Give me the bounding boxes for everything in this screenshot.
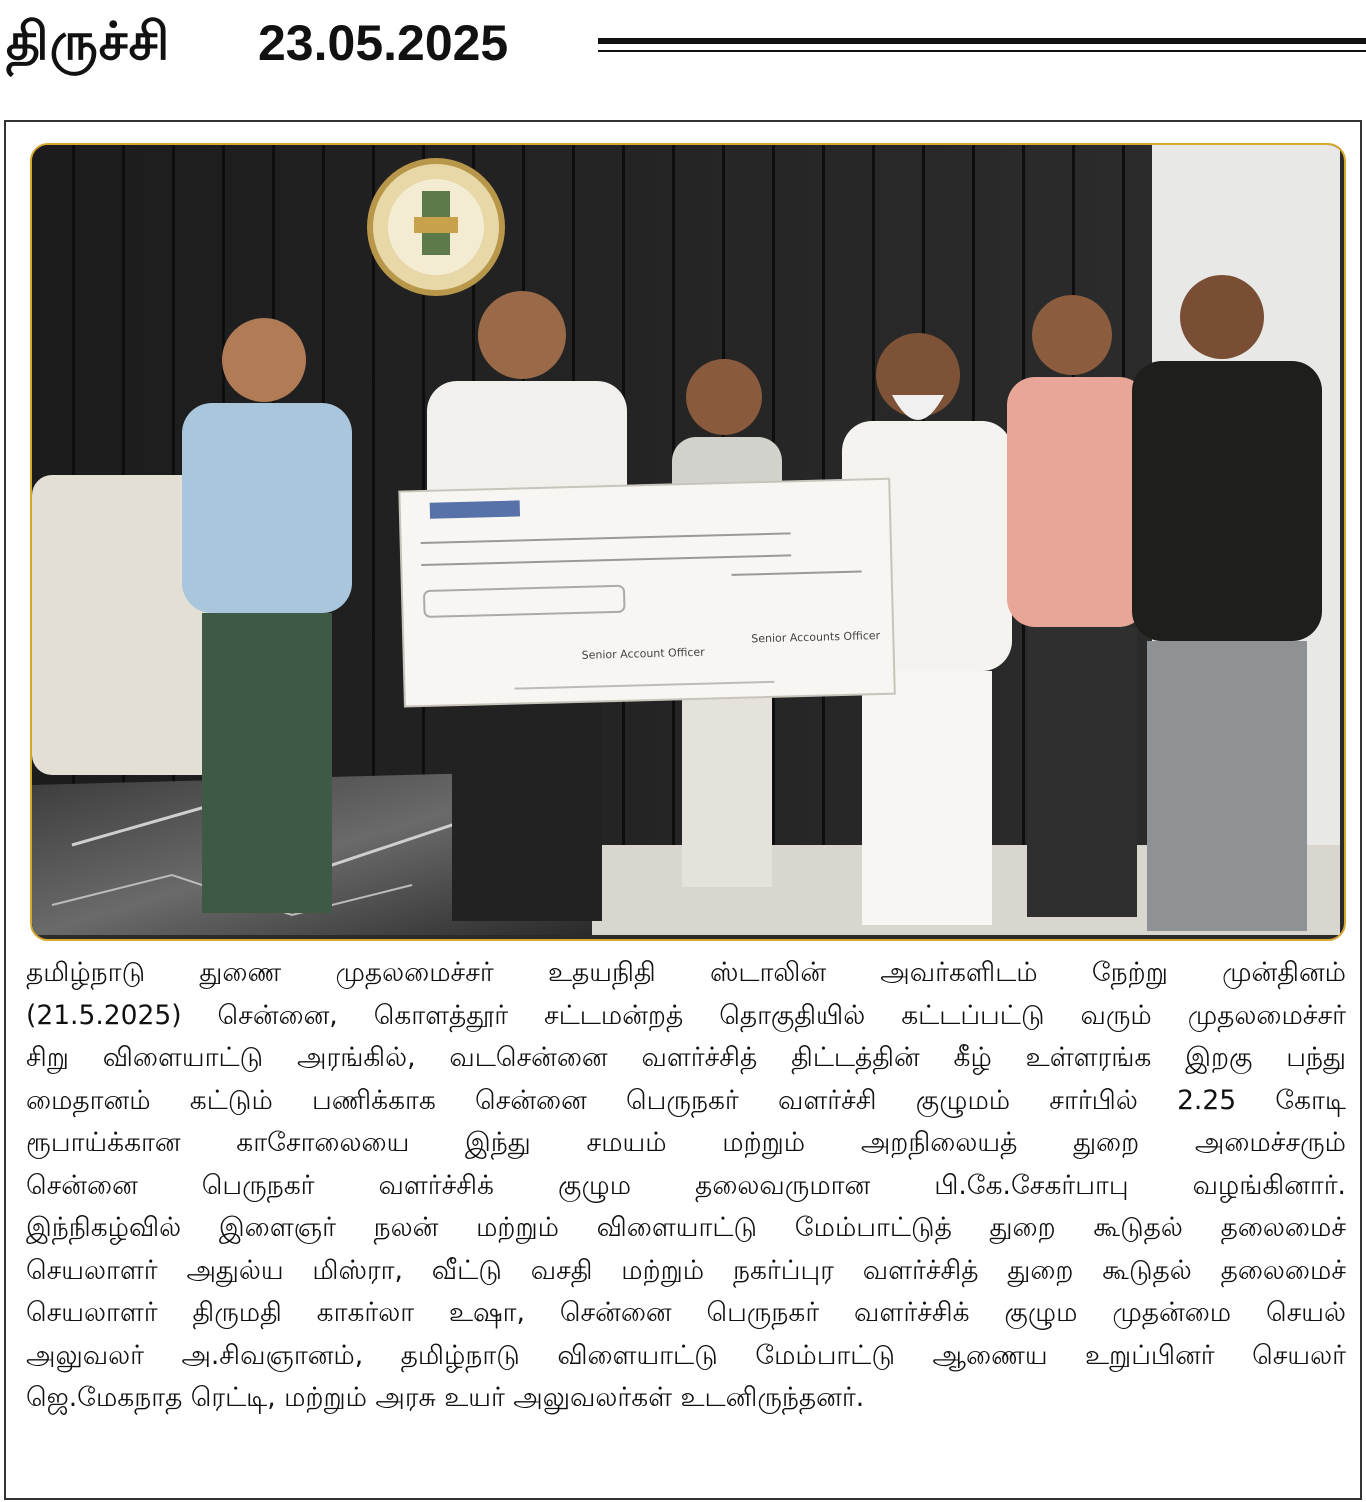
article-line: (21.5.2025) சென்னை, கொளத்தூர் சட்டமன்றத் தொகுதியில் கட்டப்பட்டு வரும் முதலமைச்சர் xyxy=(26,999,1346,1031)
news-article xyxy=(4,120,1362,1500)
person-1 xyxy=(182,318,352,913)
article-line: ஜெ.மேகநாத ரெட்டி, மற்றும் அரசு உயர் அலுவலர்கள் உடனிருந்தனர். xyxy=(26,1382,865,1413)
ceremonial-cheque xyxy=(399,479,894,707)
photo-illustration xyxy=(32,145,1340,935)
article-line: இந்நிகழ்வில் இளைஞர் நலன் மற்றும் விளையாட்டு மேம்பாட்டுத் துறை கூடுதல் தலைமைச் xyxy=(26,1212,1346,1243)
cheque-signatory-left: Senior Account Officer xyxy=(581,645,705,662)
news-photo xyxy=(30,143,1346,941)
person-6 xyxy=(1132,275,1322,931)
article-line: சிறு விளையாட்டு அரங்கில், வடசென்னை வளர்ச்சித் திட்டத்தின் கீழ் உள்ளரங்க இறகு பந்து xyxy=(26,1042,1346,1073)
article-line: செயலாளர் அதுல்ய மிஸ்ரா, வீட்டு வசதி மற்றும் நகர்ப்புர வளர்ச்சித் துறை கூடுதல் தலைமைச் xyxy=(26,1254,1346,1286)
article-line: செயலாளர் திருமதி காகர்லா உஷா, சென்னை பெருநகர் வளர்ச்சிக் குழும முதன்மை செயல் xyxy=(26,1297,1346,1328)
government-emblem xyxy=(370,161,502,293)
article-line: சென்னை பெருநகர் வளர்ச்சிக் குழும தலைவருமான பி.கே.சேகர்பாபு வழங்கினார். xyxy=(26,1169,1346,1201)
article-body xyxy=(26,952,1346,1420)
article-line: மைதானம் கட்டும் பணிக்காக சென்னை பெருநகர் வளர்ச்சி குழுமம் சார்பில் 2.25 கோடி xyxy=(26,1084,1346,1116)
masthead-rule-thick xyxy=(598,38,1366,44)
masthead xyxy=(0,0,1366,100)
article-line: ரூபாய்க்கான காசோலையை இந்து சமயம் மற்றும் அறநிலையத் துறை அமைச்சரும் xyxy=(26,1127,1346,1158)
article-line: அலுவலர் அ.சிவஞானம், தமிழ்நாடு விளையாட்டு மேம்பாட்டு ஆணைய உறுப்பினர் செயலர் xyxy=(26,1339,1346,1371)
edition-city: திருச்சி xyxy=(6,12,171,72)
person-5 xyxy=(1007,295,1147,917)
cheque-signatory-right: Senior Accounts Officer xyxy=(751,629,881,646)
edition-date: 23.05.2025 xyxy=(258,15,509,71)
masthead-rule-thin xyxy=(598,50,1366,52)
article-line: தமிழ்நாடு துணை முதலமைச்சர் உதயநிதி ஸ்டாலின் அவர்களிடம் நேற்று முன்தினம் xyxy=(26,957,1346,988)
